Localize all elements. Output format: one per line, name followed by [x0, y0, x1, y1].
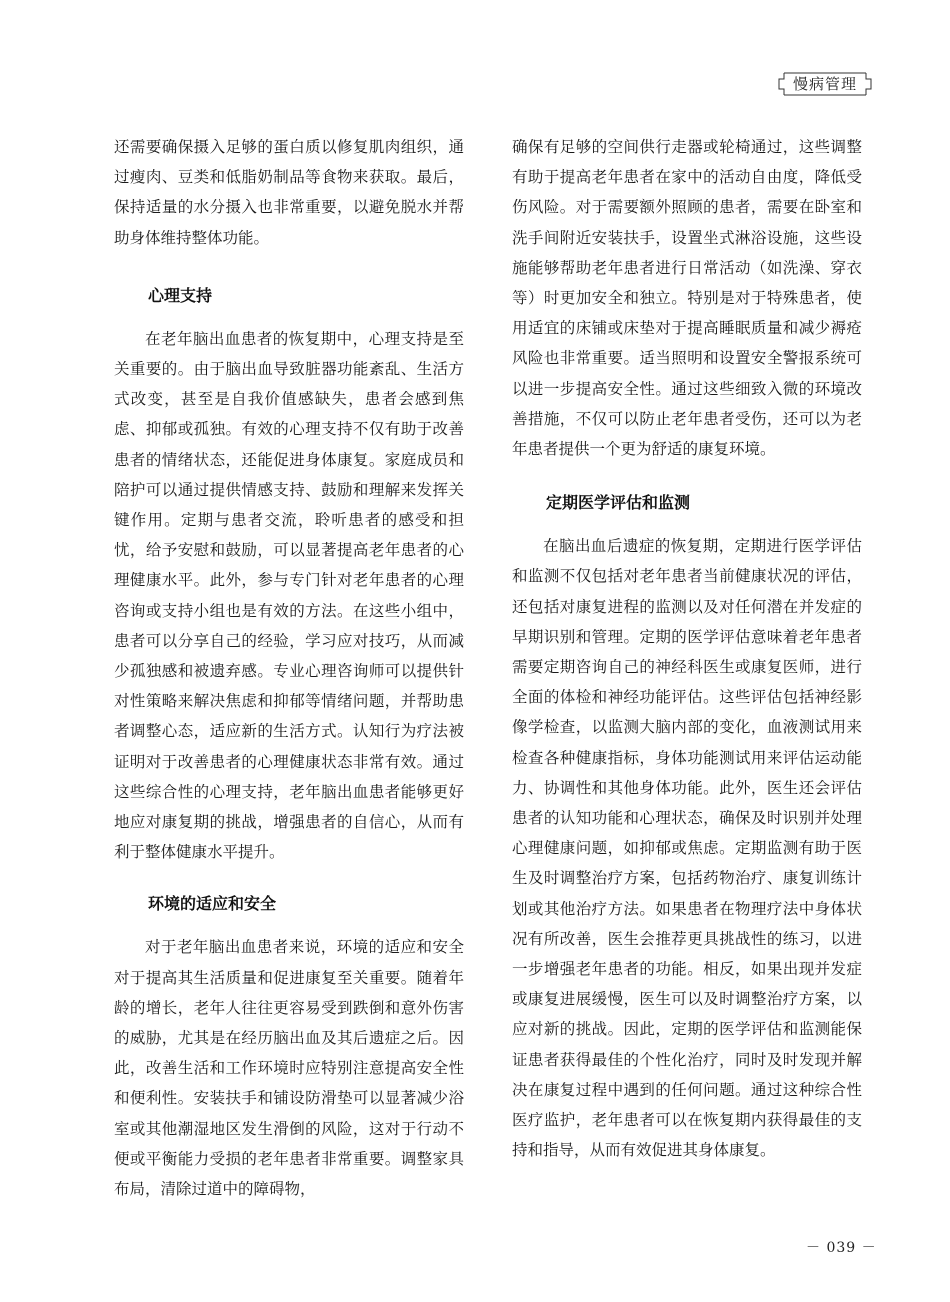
section-label-tag [776, 69, 874, 99]
heading-psychological-support: 心理支持 [148, 285, 213, 305]
paragraph-environment-continued: 确保有足够的空间供行走器或轮椅通过，这些调整有助于提高老年患者在家中的活动自由度，降低受伤风险。对于需要额外照顾的患者，需要在卧室和洗手间附近安装扶手，设置坐式淋浴设施，这些设施能够帮助老年患者进行日常活动（如洗澡、穿衣等）时更加安全和独立。特别是对于特殊患者，使用适宜的床铺或床垫对于提高睡眠质量和减少褥疮风险也非常重要。适当照明和设置安全警报系统可以进一步提高安全性。通过这些细致入微的环境改善措施，不仅可以防止老年患者受伤，还可以为老年患者提供一个更为舒适的康复环境。 [512, 138, 862, 459]
section-label: 慢病管理 [792, 75, 857, 93]
paragraph-psychological-support: 在老年脑出血患者的恢复期中，心理支持是至关重要的。由于脑出血导致脏器功能紊乱、生活方式改变，甚至是自我价值感缺失，患者会感到焦虑、抑郁或孤独。有效的心理支持不仅有助于改善患者的情绪状态，还能促进身体康复。家庭成员和陪护可以通过提供情感支持、鼓励和理解来发挥关键作用。定期与患者交流，聆听患者的感受和担忧，给予安慰和鼓励，可以显著提高老年患者的心理健康水平。此外，参与专门针对老年患者的心理咨询或支持小组也是有效的方法。在这些小组中，患者可以分享自己的经验，学习应对技巧，从而减少孤独感和被遗弃感。专业心理咨询师可以提供针对性策略来解决焦虑和抑郁等情绪问题，并帮助患者调整心态，适应新的生活方式。认知行为疗法被证明对于改善患者的心理健康状态非常有效。通过这些综合性的心理支持，老年脑出血患者能够更好地应对康复期的挑战，增强患者的自信心，从而有利于整体健康水平提升。 [114, 329, 464, 862]
page-number: － 039 － [806, 1240, 877, 1256]
paragraph-medical-evaluation: 在脑出血后遗症的恢复期，定期进行医学评估和监测不仅包括对老年患者当前健康状况的评估，还包括对康复进程的监测以及对任何潜在并发症的早期识别和管理。定期的医学评估意味着老年患者需要定期咨询自己的神经科医生或康复医师，进行全面的体检和神经功能评估。这些评估包括神经影像学检查，以监测大脑内部的变化，血液测试用来检查各种健康指标，身体功能测试用来评估运动能力、协调性和其他身体功能。此外，医生还会评估患者的认知功能和心理状态，确保及时识别并处理心理健康问题，如抑郁或焦虑。定期监测有助于医生及时调整治疗方案，包括药物治疗、康复训练计划或其他治疗方法。如果患者在物理疗法中身体状况有所改善，医生会推荐更具挑战性的练习，以进一步增强老年患者的功能。相反，如果出现并发症或康复进展缓慢，医生可以及时调整治疗方案，以应对新的挑战。因此，定期的医学评估和监测能保证患者获得最佳的个性化治疗，同时及时发现并解决在康复过程中遇到的任何问题。通过这种综合性医疗监护，老年患者可以在恢复期内获得最佳的支持和指导，从而有效促进其身体康复。 [512, 537, 862, 1160]
heading-medical-evaluation: 定期医学评估和监测 [546, 493, 691, 513]
left-column [114, 132, 464, 1204]
heading-environment-safety: 环境的适应和安全 [148, 894, 277, 914]
paragraph-environment-safety: 对于老年脑出血患者来说，环境的适应和安全对于提高其生活质量和促进康复至关重要。随着年龄的增长，老年人往往更容易受到跌倒和意外伤害的威胁，尤其是在经历脑出血及其后遗症之后。因此，改善生活和工作环境时应特别注意提高安全性和便利性。安装扶手和铺设防滑垫可以显著减少浴室或其他潮湿地区发生滑倒的风险，这对于行动不便或平衡能力受损的老年患者非常重要。调整家具布局，清除过道中的障碍物， [114, 938, 464, 1199]
paragraph-nutrition-end: 还需要确保摄入足够的蛋白质以修复肌肉组织，通过瘦肉、豆类和低脂奶制品等食物来获取。最后，保持适量的水分摄入也非常重要，以避免脱水并帮助身体维持整体功能。 [114, 138, 464, 247]
right-column [512, 132, 862, 1166]
